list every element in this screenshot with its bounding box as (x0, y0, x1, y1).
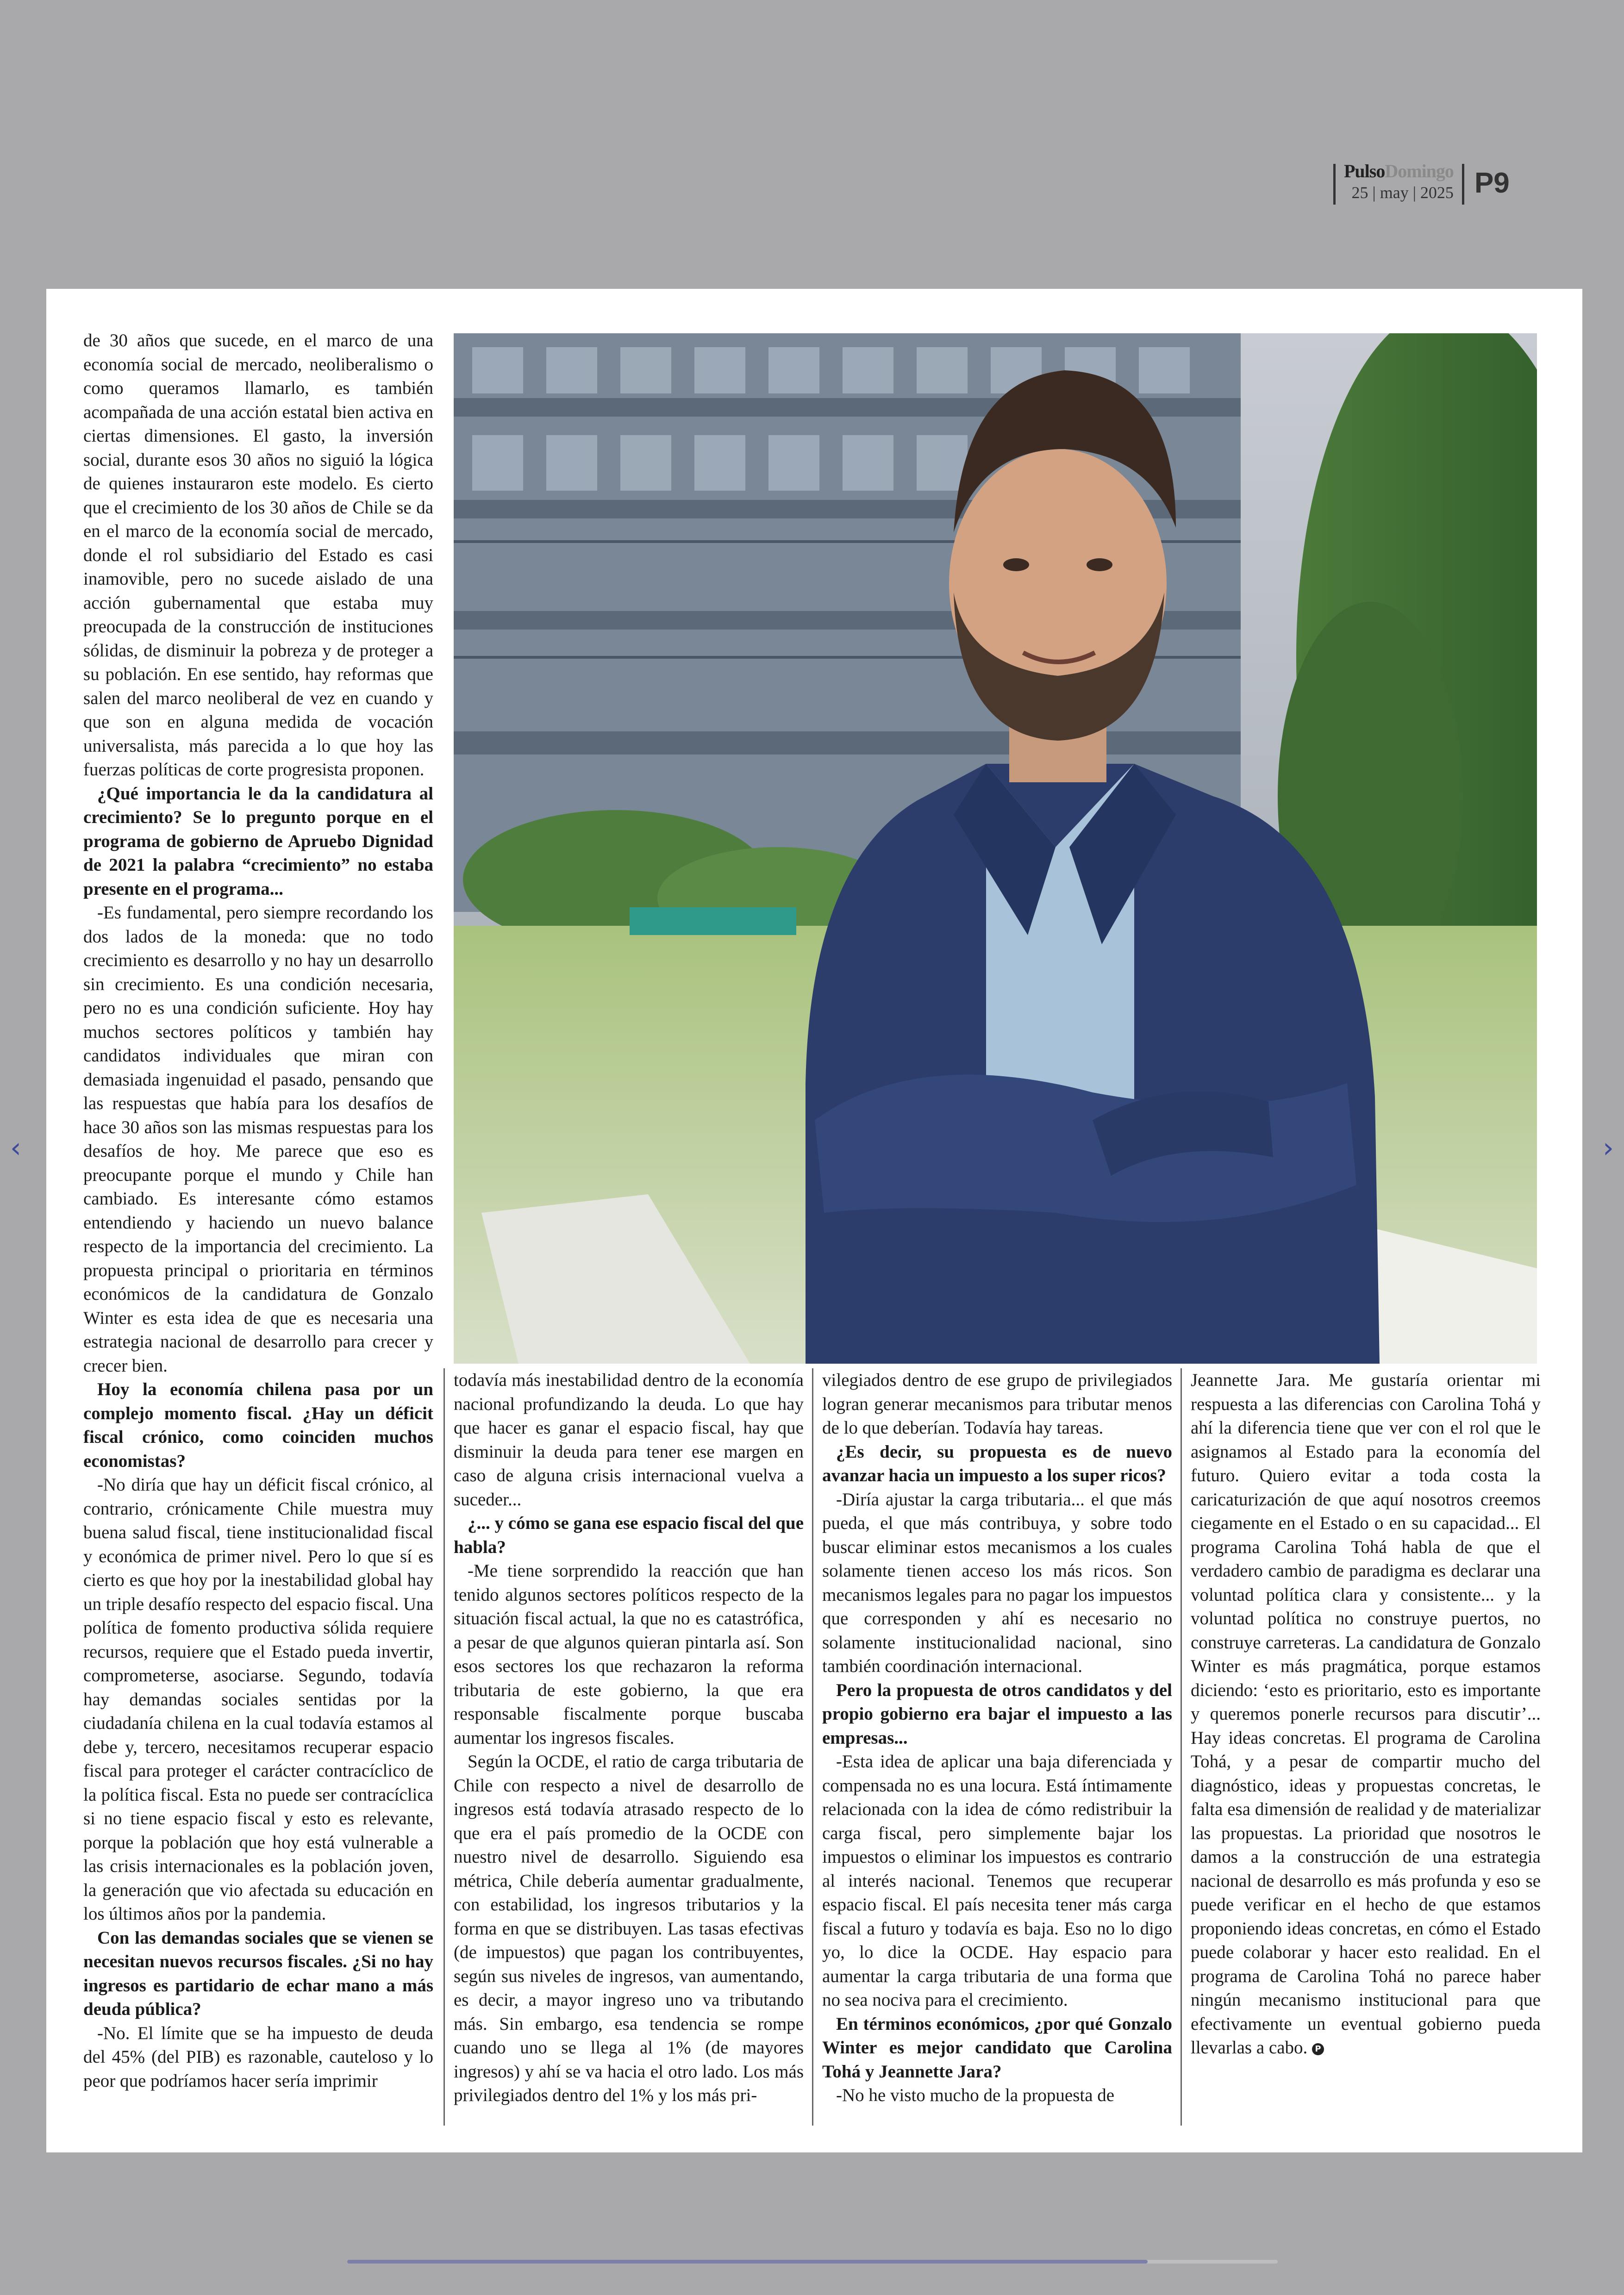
interview-question: ¿... y cómo se gana ese espacio fiscal del que habla? (454, 1513, 804, 1557)
interview-answer: -No he visto mucho de la propuesta de (836, 2085, 1115, 2105)
interview-answer: -Me tiene sorprendido la reacción que han tenido algunos sectores políticos respecto de la situación fiscal actual, la que no es catastrófica, a pesar de que algunos quieran pintarla así. Son esos sectores los que rechazaron la reforma tributaria de este gobierno, la que era responsable fiscalmente porque buscaba aumentar los ingresos fiscales. (454, 1561, 804, 1748)
article-column-1 (83, 329, 433, 2093)
page-header (1333, 162, 1510, 204)
paragraph (1191, 1368, 1541, 2060)
interview-answer: -Diría ajustar la carga tributaria... el que más pueda, el que más contribuya, y sobre todo buscar eliminar estos mecanismos a los cuales solamente tienen acceso los más ricos. Son mecanismos legales para no pagar los impuestos que corresponden y ahí es necesario no solamente institucionalidad nacional, sino también coordinación internacional. (822, 1489, 1172, 1676)
interview-question: ¿Es decir, su propuesta es de nuevo avanzar hacia un impuesto a los super ricos? (822, 1441, 1172, 1485)
interview-answer: -Es fundamental, pero siempre recordando los dos lados de la moneda: que no todo crecimiento es desarrollo y no hay un desarrollo sin crecimiento. Es una condición necesaria, pero no es una condición suficiente. Hoy hay muchos sectores políticos y también hay candidatos individuales que miran con demasiada ingenuidad el pasado, pensando que las respuestas que había para los desafíos de hace 30 años son las mismas respuestas para los desafíos de hoy. Me parece que eso es preocupante porque el mundo y Chile han cambiado. Es interesante cómo estamos entendiendo y haciendo un nuevo balance respecto de la importancia del crecimiento. La propuesta principal o prioritaria en términos económicos de la candidatura de Gonzalo Winter es esta idea de que es necesaria una estrategia nacional de desarrollo para crecer y crecer bien. (83, 903, 433, 1376)
article-column-2 (454, 1368, 804, 2108)
interview-question: Hoy la economía chilena pasa por un complejo momento fiscal. ¿Hay un déficit fiscal crónico, como coinciden muchos economistas? (83, 1379, 433, 1471)
publication-date: 25 | may | 2025 (1351, 183, 1454, 202)
column-rule (443, 1368, 445, 2126)
portrait-photo (454, 333, 1537, 1364)
interview-question: Pero la propuesta de otros candidatos y del propio gobierno era bajar el impuesto a las empresas... (822, 1680, 1172, 1748)
newspaper-page (46, 289, 1582, 2152)
chevron-left-icon: ‹ (10, 1132, 21, 1164)
publication-name: PulsoDomingo (1344, 161, 1454, 181)
publication-block (1336, 162, 1462, 201)
end-of-article-mark: P (1312, 2043, 1324, 2055)
portrait-illustration (454, 333, 1537, 1364)
interview-answer: -No diría que hay un déficit fiscal crónico, al contrario, crónicamente Chile muestra muy buena salud fiscal, tiene institucionalidad fiscal y económica de primer nivel. Pero lo que sí es cierto es que hoy por la inestabilidad global hay un triple desafío respecto del espacio fiscal. Una política de fomento productiva sólida requiere recursos, requiere que el Estado pueda invertir, comprometerse, asociarse. Segundo, todavía hay demandas sociales sentidas por la ciudadanía chilena en la cual todavía estamos al debe y, tercero, necesitamos recuperar espacio fiscal para proteger el carácter contracíclico de la política fiscal. Esta no puede ser contracíclica si no tiene espacio fiscal y esto es relevante, porque la población que hoy está vulnerable a las crisis internacionales es la población joven, la generación que vio afectada su educación en los últimos años por la pandemia. (83, 1475, 433, 1924)
chevron-right-icon: › (1603, 1132, 1614, 1164)
interview-question: Con las demandas sociales que se vienen se necesitan nuevos recursos fiscales. ¿Si no hay ingresos es partidario de echar mano a más deuda pública? (83, 1927, 433, 2019)
paragraph: de 30 años que sucede, en el marco de una economía social de mercado, neoliberalismo o como queramos llamarlo, es también acompañada de una acción estatal bien activa en ciertas dimensiones. El gasto, la inversión social, durante esos 30 años no siguió la lógica de quienes instauraron este modelo. Es cierto que el crecimiento de los 30 años de Chile se da en el marco de la economía social de mercado, donde el rol subsidiario del Estado es casi inamovible, pero no sucede aislado de una acción gubernamental que estaba muy preocupada de la construcción de instituciones sólidas, de disminuir la pobreza y de proteger a su población. En ese sentido, hay reformas que salen del marco neoliberal de vez en cuando y que son en alguna medida de vocación universalista, más parecida a lo que hoy las fuerzas políticas de corte progresista proponen. (83, 331, 433, 780)
interview-question: En términos económicos, ¿por qué Gonzalo Winter es mejor candidato que Carolina Tohá y Jeannette Jara? (822, 2014, 1172, 2082)
scrollbar-thumb[interactable] (347, 2260, 1148, 2264)
interview-answer: -No. El límite que se ha impuesto de deuda del 45% (del PIB) es razonable, cauteloso y lo peor que podríamos hacer sería imprimir (83, 2023, 433, 2091)
paragraph: vilegiados dentro de ese grupo de privilegiados logran generar mecanismos para tributar menos de lo que deberían. Todavía hay tareas. (822, 1370, 1172, 1438)
previous-page-button[interactable] (2, 1129, 30, 1166)
interview-answer: Según la OCDE, el ratio de carga tributaria de Chile con respecto a nivel de desarrollo de ingresos está todavía atrasado respecto de lo que era el país promedio de la OCDE con nuestro nivel de desarrollo. Siguiendo esa métrica, Chile debería aumentar gradualmente, con estabilidad, los ingresos tributarios y la forma en que se distribuyen. Las tasas efectivas (de impuestos) que pagan los contribuyentes, según sus niveles de ingresos, van aumentando, es decir, a mayor ingreso uno va tributando más. Sin embargo, esa tendencia se rompe cuando uno se llega al 1% (de mayores ingresos) y ahí se va hacia el otro lado. Los más privilegiados dentro del 1% y los más pri- (454, 1752, 804, 2105)
page-scrollbar[interactable] (347, 2260, 1278, 2264)
next-page-button[interactable] (1594, 1129, 1622, 1166)
column-rule (1181, 1368, 1182, 2126)
column-rule (812, 1368, 813, 2126)
article-column-3 (822, 1368, 1172, 2108)
article-column-4 (1191, 1368, 1541, 2060)
page-number: P9 (1474, 167, 1510, 199)
paragraph: todavía más inestabilidad dentro de la economía nacional profundizando la deuda. Lo que hay que hacer es ganar el espacio fiscal, hay que disminuir la deuda para tener ese margen en caso de alguna crisis internacional vuelva a suceder... (454, 1370, 804, 1509)
interview-question: ¿Qué importancia le da la candidatura al crecimiento? Se lo pregunto porque en el programa de gobierno de Apruebo Dignidad de 2021 la palabra “crecimiento” no estaba presente en el programa... (83, 783, 433, 899)
paragraph-text: Jeannette Jara. Me gustaría orientar mi respuesta a las diferencias con Carolina Tohá y ahí la diferencia tiene que ver con el rol que le asignamos al Estado para la economía del futuro. Quiero evitar a toda costa la caricaturización de que aquí nosotros creemos ciegamente en el Estado o en su capacidad... El programa Carolina Tohá habla de que el verdadero cambio de paradigma es declarar una voluntad política clara y consistente... y la voluntad política no construye puertos, no construye carreteras. La candidatura de Gonzalo Winter es más pragmática, porque estamos diciendo: ‘esto es prioritario, esto es importante y queremos ponerle recursos para discutir’... Hay ideas concretas. El programa de Carolina Tohá, y a pesar de compartir mucho del diagnóstico, ideas y propuestas concretas, le falta esa dimensión de realidad y de materializar las propuestas. La prioridad que nosotros le damos a la construcción de una estrategia nacional de desarrollo es más profunda y eso se puede verificar en el hecho de que estamos proponiendo ideas concretas, en cómo el Estado puede colaborar y hacer esto realidad. En el programa de Carolina Tohá no parece haber ningún mecanismo institucional para que efectivamente un eventual gobierno pueda llevarlas a cabo. (1191, 1370, 1541, 2058)
header-divider (1462, 164, 1464, 205)
interview-answer: -Esta idea de aplicar una baja diferenciada y compensada no es una locura. Está íntimamente relacionada con la idea de cómo redistribuir la carga fiscal, pero simplemente bajar los impuestos o eliminar los impuestos es contrario al interés nacional. Tenemos que recuperar espacio fiscal. El país necesita tener más carga fiscal a futuro y todavía es baja. Eso no lo digo yo, lo dice la OCDE. Hay espacio para aumentar la carga tributaria de una forma que no sea nociva para el crecimiento. (822, 1752, 1172, 2010)
